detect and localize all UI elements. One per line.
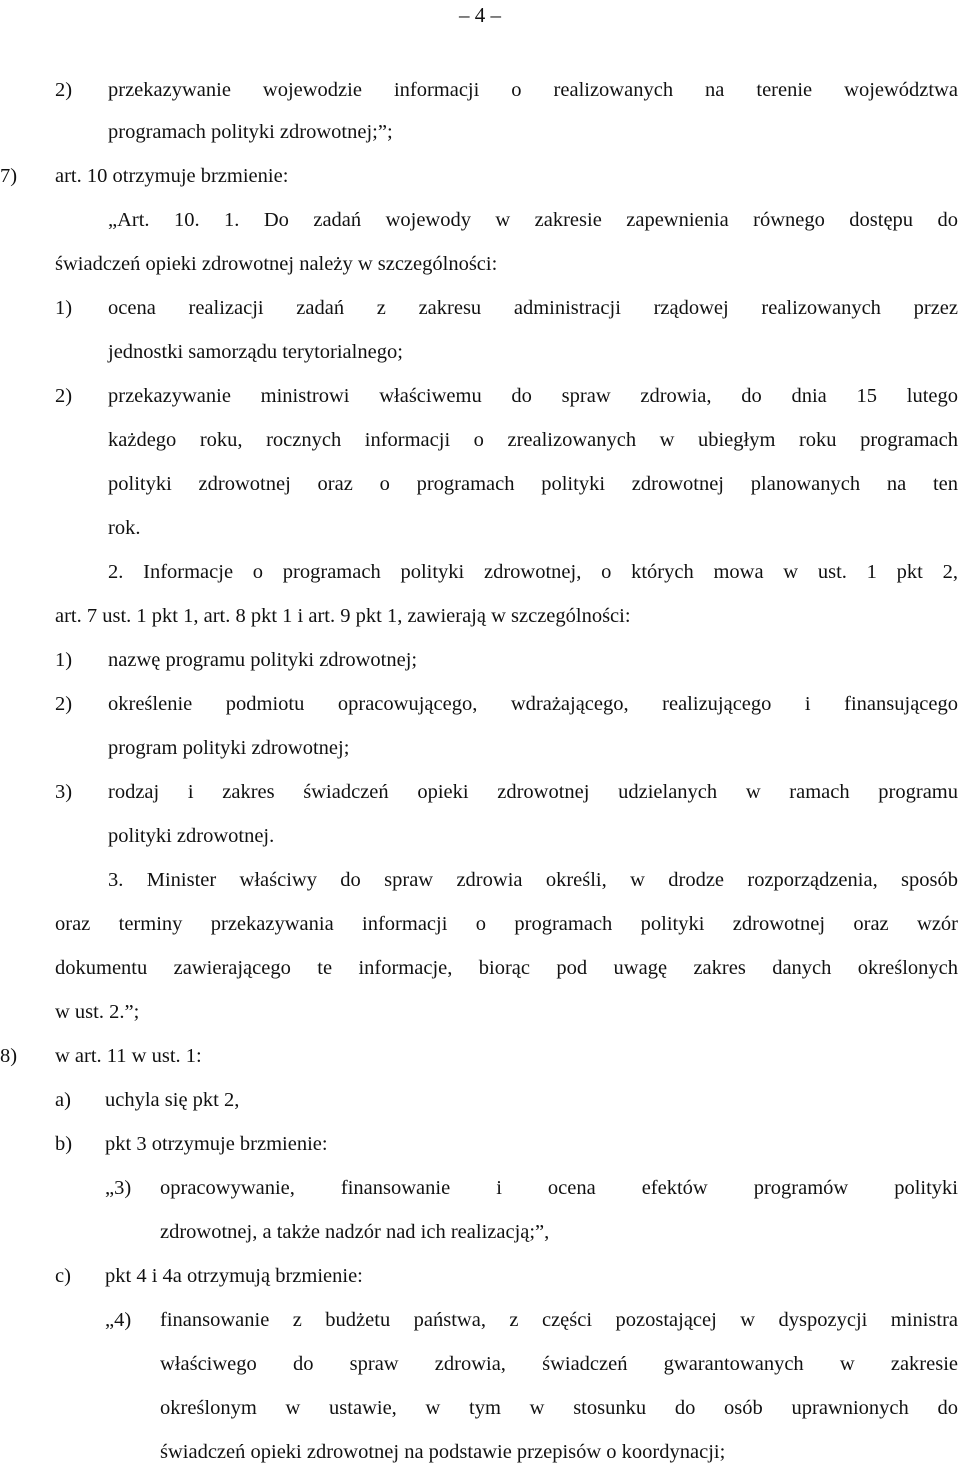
list-marker: 1) <box>55 649 73 671</box>
text-line: program polityki zdrowotnej; <box>108 737 350 759</box>
text-line: rok. <box>108 517 141 539</box>
text-line: dokumentu zawierającego te informacje, biorąc pod uwagę zakres danych określonych <box>55 957 958 979</box>
text-line: polityki zdrowotnej. <box>108 825 275 847</box>
text-line: świadczeń opieki zdrowotnej należy w szczególności: <box>55 253 498 275</box>
text-line: art. 7 ust. 1 pkt 1, art. 8 pkt 1 i art. 9 pkt 1, zawierają w szczególności: <box>55 605 631 627</box>
text-line: określonym w ustawie, w tym w stosunku do osób uprawnionych do <box>160 1397 958 1419</box>
list-marker: 2) <box>55 79 73 101</box>
text-line: każdego roku, rocznych informacji o zrealizowanych w ubiegłym roku programach <box>108 429 958 451</box>
text-line: przekazywanie ministrowi właściwemu do spraw zdrowia, do dnia 15 lutego <box>108 385 958 407</box>
list-marker: 8) <box>0 1045 18 1067</box>
text-line: „Art. 10. 1. Do zadań wojewody w zakresie zapewnienia równego dostępu do <box>108 209 958 231</box>
text-line: w art. 11 w ust. 1: <box>55 1045 202 1067</box>
list-marker: a) <box>55 1089 71 1111</box>
text-line: zdrowotnej, a także nadzór nad ich realizacją;”, <box>160 1221 550 1243</box>
list-marker: 2) <box>55 385 73 407</box>
text-line: uchyla się pkt 2, <box>105 1089 240 1111</box>
text-line: pkt 3 otrzymuje brzmienie: <box>105 1133 328 1155</box>
text-line: opracowywanie, finansowanie i ocena efektów programów polityki <box>160 1177 958 1199</box>
text-line: oraz terminy przekazywania informacji o programach polityki zdrowotnej oraz wzór <box>55 913 958 935</box>
text-line: określenie podmiotu opracowującego, wdrażającego, realizującego i finansującego <box>108 693 958 715</box>
text-line: ocena realizacji zadań z zakresu administracji rządowej realizowanych przez <box>108 297 958 319</box>
text-line: 2. Informacje o programach polityki zdrowotnej, o których mowa w ust. 1 pkt 2, <box>108 561 958 583</box>
list-marker: „3) <box>105 1177 132 1199</box>
text-line: art. 10 otrzymuje brzmienie: <box>55 165 289 187</box>
text-line: jednostki samorządu terytorialnego; <box>108 341 403 363</box>
text-line: programach polityki zdrowotnej;”; <box>108 121 393 143</box>
text-line: nazwę programu polityki zdrowotnej; <box>108 649 418 671</box>
list-marker: 2) <box>55 693 73 715</box>
list-marker: c) <box>55 1265 71 1287</box>
text-line: przekazywanie wojewodzie informacji o realizowanych na terenie województwa <box>108 79 958 101</box>
list-marker: 3) <box>55 781 73 803</box>
text-line: w ust. 2.”; <box>55 1001 140 1023</box>
list-marker: „4) <box>105 1309 132 1331</box>
text-line: rodzaj i zakres świadczeń opieki zdrowotnej udzielanych w ramach programu <box>108 781 958 803</box>
list-marker: b) <box>55 1133 73 1155</box>
text-line: 3. Minister właściwy do spraw zdrowia określi, w drodze rozporządzenia, sposób <box>108 869 958 891</box>
list-marker: 1) <box>55 297 73 319</box>
text-line: finansowanie z budżetu państwa, z części pozostającej w dyspozycji ministra <box>160 1309 958 1331</box>
text-line: świadczeń opieki zdrowotnej na podstawie przepisów o koordynacji; <box>160 1441 726 1463</box>
list-marker: 7) <box>0 165 18 187</box>
text-line: pkt 4 i 4a otrzymują brzmienie: <box>105 1265 363 1287</box>
text-line: polityki zdrowotnej oraz o programach polityki zdrowotnej planowanych na ten <box>108 473 958 495</box>
text-line: właściwego do spraw zdrowia, świadczeń gwarantowanych w zakresie <box>160 1353 958 1375</box>
page-number: – 4 – <box>459 3 501 27</box>
